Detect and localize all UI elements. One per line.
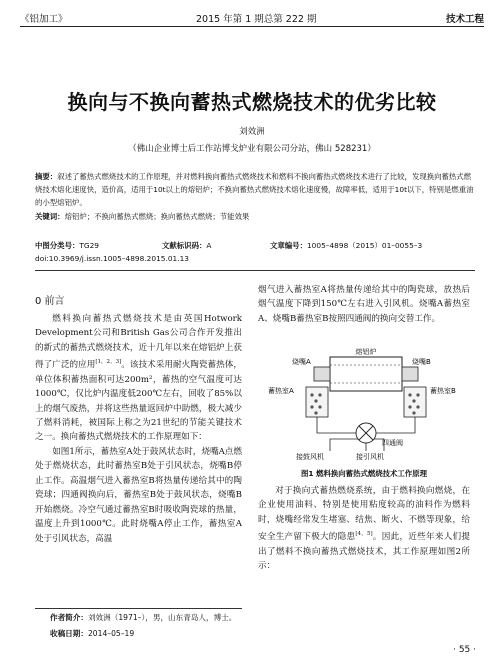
journal-name: 《铝加工》 — [20, 14, 68, 25]
figure-1-diagram — [262, 343, 468, 463]
regenerator-b-shape — [404, 387, 426, 417]
doccode-label: 文献标识码： — [162, 241, 207, 250]
footnote-divider — [35, 608, 242, 609]
left-para-2: 如图1所示，蓄热室A处于鼓风状态时，烧嘴A点燃处于燃烧状态，此时蓄热室B处于引风状态，烧嘴B停止工作。高温烟气进入蓄热室B将热量传递给其中的陶瓷球；四通阀换向后，蓄热室B处于鼓风状态，烧嘴B开始燃烧。冷空气通过蓄热室B时吸收陶瓷球的热量，温度上升到1000℃。此时烧嘴A停止工作，蓄热室A处于引风状态，高温 — [35, 446, 242, 544]
left-para-1 — [35, 312, 242, 445]
left-para-1-text: 燃料换向蓄热式燃烧技术是由英国Hotwork Development公司和British Gas公司合作开发推出的新式的蓄热式燃烧技术，近十几年以来在熔铝炉上获得了广泛的应用 — [35, 314, 242, 371]
author-info-text: 刘效洲（1971–），男，山东青岛人，博士。 — [87, 613, 237, 622]
author-info-label: 作者简介： — [50, 613, 88, 622]
right-column-top — [258, 283, 470, 326]
regenerator-a-shape — [306, 387, 328, 417]
label-burner-a: 烧嘴A — [292, 358, 311, 366]
four-way-valve-icon — [356, 423, 376, 443]
clc-row — [35, 240, 99, 251]
abstract — [35, 170, 475, 223]
label-burner-b: 烧嘴B — [412, 358, 431, 366]
citation-4-5: [4，5] — [355, 531, 373, 538]
right-para-2-end: 。因此，近些年来人们提出了燃料不换向蓄热式燃烧技术，其工作原理如图2所示： — [258, 532, 470, 572]
issue-info: 2015 年第 1 期总第 222 期 — [196, 14, 317, 25]
left-column — [35, 312, 242, 546]
received-date — [50, 626, 290, 642]
doccode-row — [162, 240, 211, 251]
article-number: 1005–4898（2015）01–0055–3 — [306, 241, 423, 250]
label-regenerator-b: 蓄热室B — [430, 387, 456, 395]
label-to-fan: 接引风机 — [356, 453, 384, 461]
affiliation: （佛山企业博士后工作站博戈炉业有限公司分站，佛山 528231） — [128, 144, 376, 154]
furnace-shape — [330, 357, 402, 391]
article-row — [270, 240, 422, 251]
abstract-text: 叙述了蓄热式燃烧技术的工作原理，并对燃料换向蓄热式燃烧技术和燃料不换向蓄热式燃烧技术进行了比较，发现换向蓄热式燃烧技术熔化速度快，造价高，适用于10t以上的熔铝炉；不换向蓄热式燃烧技术熔化速度慢，故障率低，适用于10t以下，特别是燃重油的小型熔铝炉。 — [35, 172, 474, 208]
abstract-divider — [35, 270, 475, 271]
doi: doi:10.3969/j.issn.1005–4898.2015.01.13 — [35, 254, 189, 263]
received-text: 2014–05–19 — [87, 629, 135, 638]
keywords-label: 关键词： — [35, 211, 65, 221]
running-header — [20, 8, 484, 27]
section-name: 技术工程 — [445, 14, 484, 25]
label-four-way-valve: 四通阀 — [382, 439, 403, 447]
burner-b-shape — [402, 367, 418, 381]
clc-label: 中图分类号： — [35, 241, 80, 250]
abstract-label: 摘要： — [35, 172, 58, 181]
citation-1-3: [1，2，3] — [95, 359, 122, 366]
right-para-1: 烟气进入蓄热室A将热量传递给其中的陶瓷球，放热后烟气温度下降到150℃左右进入引风机。烧嘴A蓄热室A、烧嘴B蓄热室B按照四通阀的换向交替工作。 — [258, 285, 470, 324]
doccode: A — [206, 241, 212, 250]
author-info — [50, 610, 290, 626]
paper-title: 换向与不换向蓄热式燃烧技术的优劣比较 — [67, 90, 437, 114]
section-heading-intro: 0 前言 — [35, 296, 65, 307]
received-label: 收稿日期： — [50, 629, 88, 638]
right-column-bottom — [258, 484, 470, 574]
burner-a-shape — [314, 367, 330, 381]
label-regenerator-a: 蓄热室A — [268, 387, 294, 395]
footnote — [50, 610, 290, 642]
keywords: 熔铝炉；不换向蓄热式燃烧；换向蓄热式燃烧；节能效果 — [64, 211, 250, 221]
label-to-blower: 接鼓风机 — [296, 453, 324, 461]
left-para-1-end: 。该技术采用耐火陶瓷蓄热体，单位体积蓄热面积可达200m²，蓄热的空气温度可达1000℃，仅比炉内温度低200℃左右，回收了85%以上的烟气废热，并将这些热量返回炉中助燃，极大减少了燃料消耗，被国际上称之为21世纪的节能关键技术之一。换向蓄热式燃烧技术的工作原理如下： — [35, 360, 242, 443]
right-para-2-text: 对于换向式蓄热燃烧系统，由于燃料换向燃烧，在企业使用油料、特别是使用粘度较高的油料作为燃料时，烧嘴经常发生堵塞、结焦、断火、不燃等现象，给安全生产留下极大的隐患 — [258, 486, 470, 543]
label-furnace: 熔铝炉 — [355, 348, 377, 356]
article-label: 文章编号： — [270, 241, 307, 250]
right-para-2 — [258, 484, 470, 574]
clc-code: TG29 — [79, 241, 100, 250]
figure-1-caption: 图1 燃料换向蓄热式燃烧技术工作原理 — [301, 469, 427, 478]
author-name: 刘效洲 — [239, 127, 265, 137]
page-number: · 55 · — [453, 645, 476, 655]
